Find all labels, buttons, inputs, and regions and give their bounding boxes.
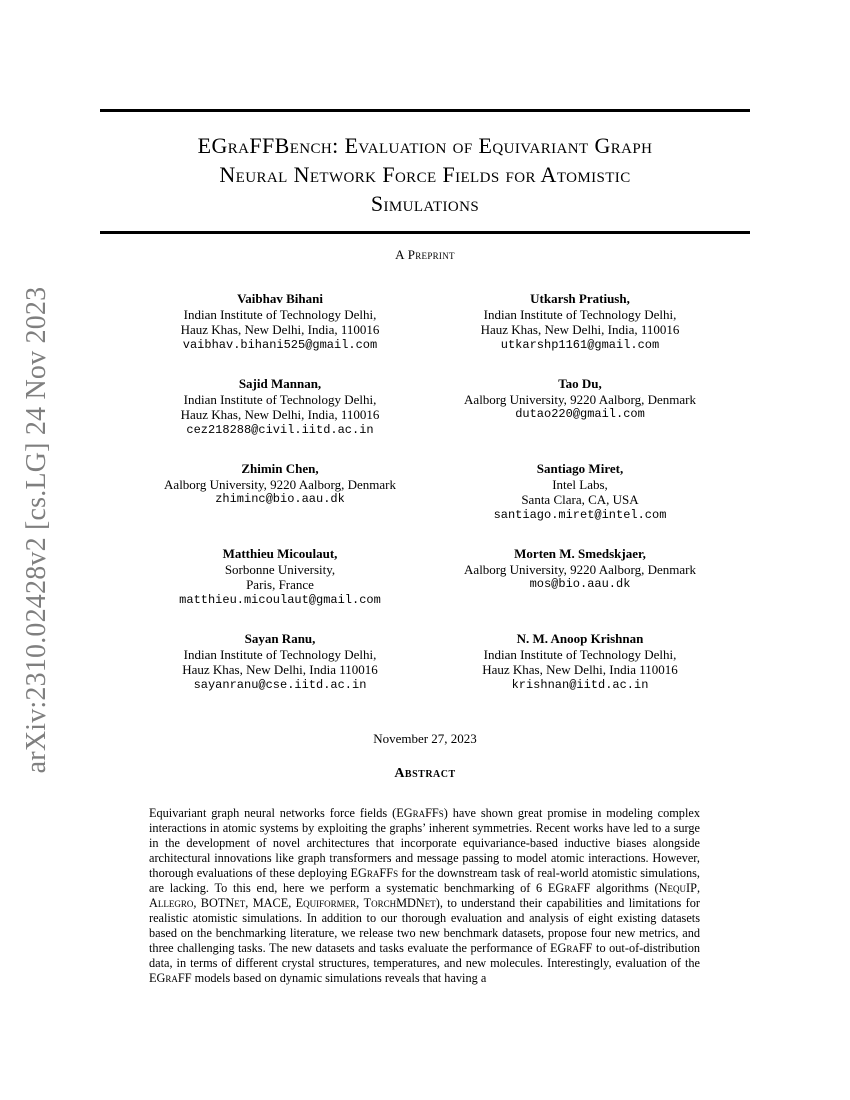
author-email: zhiminc@bio.aau.dk (215, 492, 345, 506)
author-affiliation: Indian Institute of Technology Delhi, (183, 391, 377, 407)
author-affiliation: Hauz Khas, New Delhi, India 110016 (182, 662, 378, 677)
author-card (430, 291, 730, 376)
abstract-text: models based on dynamic simulations reveals that having a (191, 971, 487, 985)
author-row (130, 291, 730, 376)
arxiv-stamp: arXiv:2310.02428v2 [cs.LG] 24 Nov 2023 (21, 286, 52, 774)
model-name-mace: MACE (252, 896, 289, 910)
abstract-heading: Abstract (394, 766, 456, 781)
abstract-term: EGraFF (549, 941, 593, 955)
author-row (130, 631, 730, 716)
model-name-nequip: NequIP (658, 881, 697, 895)
author-name: Sajid Mannan, (238, 376, 322, 391)
author-affiliation: Sorbonne University, (224, 561, 336, 577)
author-affiliation: Paris, France (246, 577, 314, 592)
author-email: mos@bio.aau.dk (529, 577, 631, 591)
author-email: vaibhav.bihani525@gmail.com (182, 337, 378, 352)
abstract-text: algorithms ( (590, 881, 659, 895)
author-row (130, 376, 730, 461)
author-card (130, 461, 430, 546)
author-card (430, 631, 730, 716)
author-name: Morten M. Smedskjaer, (514, 546, 646, 561)
author-affiliation: Aalborg University, 9220 Aalborg, Denmark (464, 561, 696, 577)
author-email: sayanranu@cse.iitd.ac.in (193, 677, 367, 692)
abstract-term: EGraFF (149, 971, 192, 985)
abstract-text: for the downstream task of real-world atomistic simulations, are lacking. To this end, here we perform a systematic benchmarking of 6 (149, 866, 700, 895)
author-affiliation: Hauz Khas, New Delhi, India 110016 (482, 662, 678, 677)
preprint-label: A Preprint (395, 247, 455, 262)
author-email: santiago.miret@intel.com (493, 507, 667, 522)
author-affiliation: Aalborg University, 9220 Aalborg, Denmark (164, 476, 396, 492)
author-card (130, 631, 430, 716)
paper-date: November 27, 2023 (373, 731, 477, 746)
model-name-botnet: BOTNet (200, 896, 246, 910)
author-name: Sayan Ranu, (244, 631, 316, 646)
author-row (130, 546, 730, 631)
author-card (430, 376, 730, 461)
author-affiliation: Hauz Khas, New Delhi, India, 110016 (480, 322, 680, 337)
author-affiliation: Hauz Khas, New Delhi, India, 110016 (180, 322, 380, 337)
author-email: dutao220@gmail.com (515, 407, 645, 421)
abstract-term: EGraFFs (350, 866, 399, 880)
author-affiliation: Indian Institute of Technology Delhi, (183, 646, 377, 662)
abstract-text: ), to understand their capabilities and limitations for realistic atomistic simulations. In addition to our thorough evaluation and analysis of eight existing datasets based on the benchmarking literature, we release two new benchmark datasets, propose four new metrics, and three challenging tasks. The new datasets and tasks evaluate the performance of (149, 896, 700, 955)
author-email: cez218288@civil.iitd.ac.in (186, 422, 374, 437)
author-block (130, 291, 730, 716)
abstract-text: Equivariant graph neural networks force fields ( (149, 806, 397, 820)
author-card (430, 546, 730, 631)
author-email: matthieu.micoulaut@gmail.com (179, 592, 381, 607)
abstract-separator: , (193, 896, 201, 910)
author-name: Zhimin Chen, (241, 461, 319, 476)
author-affiliation: Indian Institute of Technology Delhi, (183, 306, 377, 322)
author-row (130, 461, 730, 546)
author-name: Matthieu Micoulaut, (222, 546, 338, 561)
author-email: krishnan@iitd.ac.in (511, 677, 649, 692)
author-card (130, 546, 430, 631)
author-card (430, 461, 730, 546)
model-name-torchmdnet: TorchMDNet (363, 896, 436, 910)
author-affiliation: Aalborg University, 9220 Aalborg, Denmark (464, 391, 696, 407)
author-name: N. M. Anoop Krishnan (516, 631, 644, 646)
author-email: utkarshp1161@gmail.com (500, 337, 660, 352)
title-line-1: EGraFFBench: Evaluation of Equivariant Graph (197, 133, 653, 158)
abstract-term: EGraFFs (396, 806, 444, 820)
abstract-separator: , (245, 896, 253, 910)
abstract-separator: , (356, 896, 364, 910)
author-card (130, 291, 430, 376)
title-line-2: Neural Network Force Fields for Atomistic (219, 162, 631, 187)
model-name-allegro: Allegro (149, 896, 194, 910)
author-name: Santiago Miret, (536, 461, 624, 476)
author-card (130, 376, 430, 461)
model-name-equiformer: Equiformer (295, 896, 357, 910)
author-affiliation: Indian Institute of Technology Delhi, (483, 646, 677, 662)
abstract-body (149, 806, 700, 986)
abstract-separator: , (696, 881, 701, 895)
author-affiliation: Santa Clara, CA, USA (521, 492, 639, 507)
author-affiliation: Indian Institute of Technology Delhi, (483, 306, 677, 322)
abstract-term: EGraFF (547, 881, 591, 895)
abstract-text: to out-of-distribution data, in terms of different crystal structures, temperatures, and new molecules. Interestingly, evaluation of the (149, 941, 700, 970)
author-name: Vaibhav Bihani (237, 291, 323, 306)
author-affiliation: Hauz Khas, New Delhi, India, 110016 (180, 407, 380, 422)
author-affiliation: Intel Labs, (552, 476, 608, 492)
paper-title (100, 131, 750, 218)
author-name: Tao Du, (558, 376, 602, 391)
author-name: Utkarsh Pratiush, (530, 291, 630, 306)
abstract-text: ) have shown great promise in modeling complex interactions in atomic systems by exploiting the graphs’ inherent symmetries. Recent works have led to a surge in the development of novel architectures that incorporate equivariance-based inductive biases alongside architectural innovations like graph transformers and message passing to model atomic interactions. However, thorough evaluations of these deploying (149, 806, 700, 880)
title-bottom-rule (100, 231, 750, 234)
title-line-3: Simulations (370, 191, 480, 216)
abstract-separator: , (288, 896, 296, 910)
title-top-rule (100, 109, 750, 112)
